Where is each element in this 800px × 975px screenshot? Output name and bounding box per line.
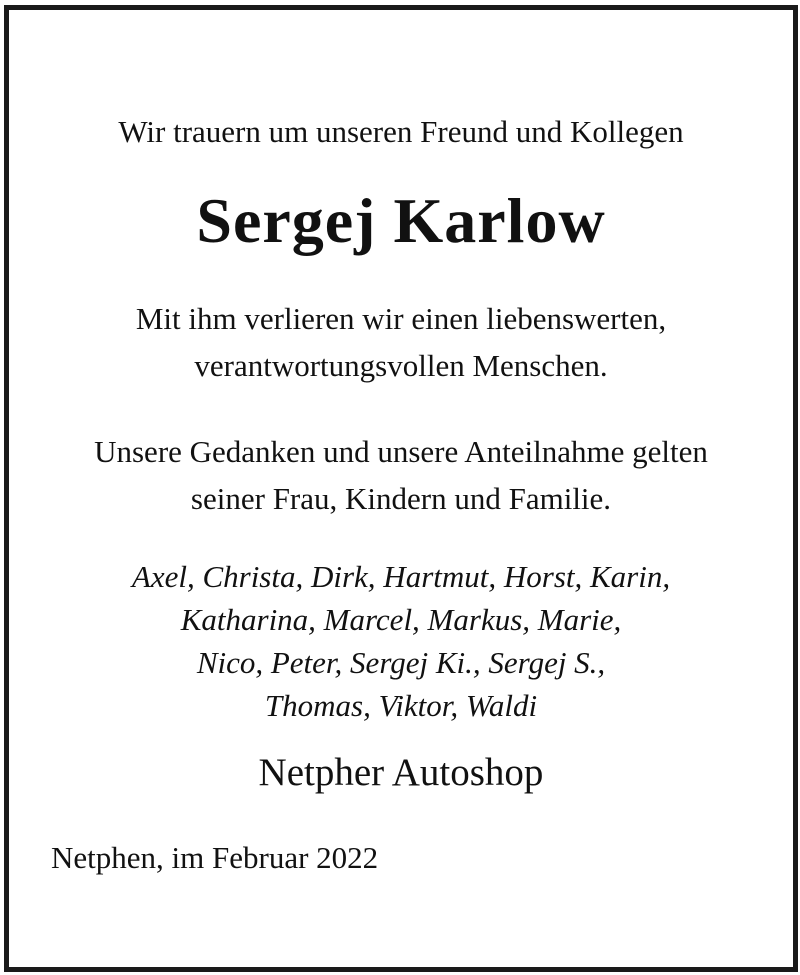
tribute-paragraph (9, 295, 793, 389)
condolence-paragraph (9, 428, 793, 522)
obituary-notice (4, 5, 798, 972)
condolence-line: Unsere Gedanken und unsere Anteilnahme gelten (94, 434, 708, 469)
mourners-line: Katharina, Marcel, Markus, Marie, (180, 602, 622, 637)
company-name: Netpher Autoshop (258, 751, 544, 794)
deceased-name: Sergej Karlow (196, 185, 606, 256)
condolence-line: seiner Frau, Kindern und Familie. (190, 481, 612, 516)
mourners-line: Thomas, Viktor, Waldi (264, 688, 538, 723)
tribute-line: verantwortungsvollen Menschen. (194, 348, 608, 383)
tribute-line: Mit ihm verlieren wir einen liebenswerten, (135, 301, 667, 336)
mourners-line: Nico, Peter, Sergej Ki., Sergej S., (196, 645, 606, 680)
mourners-line: Axel, Christa, Dirk, Hartmut, Horst, Karin, (131, 559, 671, 594)
mourners-list (9, 555, 793, 727)
place-date: Netphen, im Februar 2022 (51, 840, 379, 875)
intro-text: Wir trauern um unseren Freund und Kollegen (118, 114, 684, 149)
